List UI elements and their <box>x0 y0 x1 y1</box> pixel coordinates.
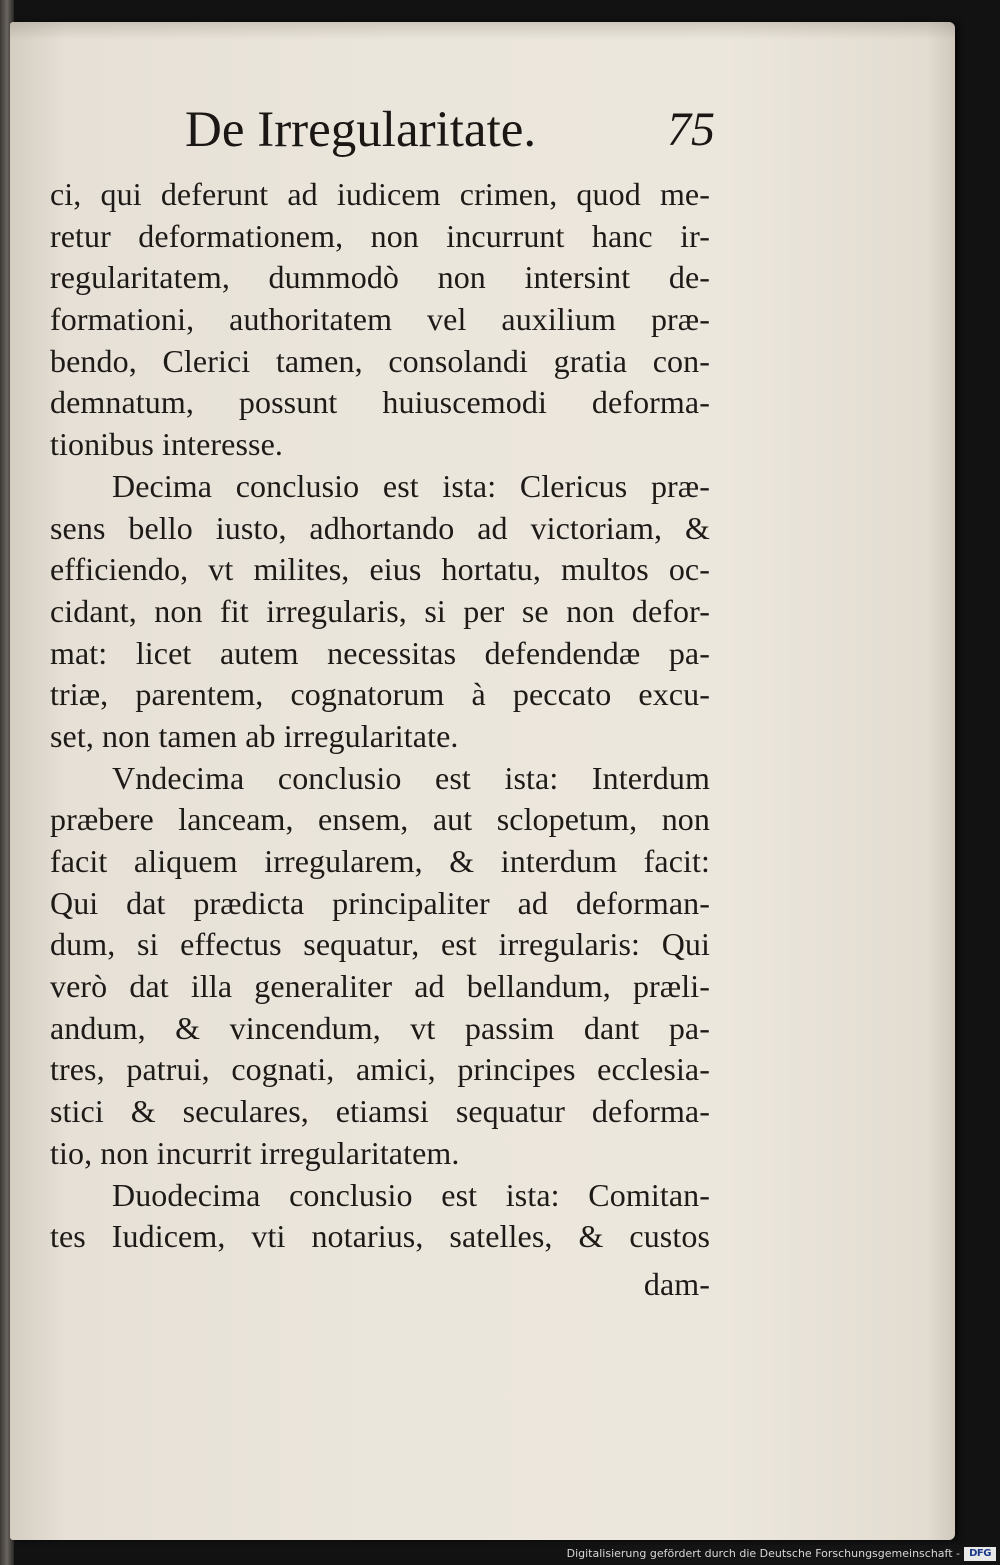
text-line: regularitatem, dummodò non intersint de- <box>50 259 710 296</box>
running-head-title: De Irregularitate. <box>185 102 537 158</box>
text-line: sens bello iusto, adhortando ad victoriam, & <box>50 509 710 546</box>
text-line: demnatum, possunt huiuscemodi deforma- <box>50 384 710 421</box>
text-line: verò dat illa generaliter ad bellandum, præli- <box>50 968 710 1005</box>
text-line: andum, & vincendum, vt passim dant pa- <box>50 1009 710 1046</box>
text-line: triæ, parentem, cognatorum à peccato excu- <box>50 676 710 713</box>
text-line: stici & seculares, etiamsi sequatur deforma- <box>50 1093 710 1130</box>
text-line: set, non tamen ab irregularitate. <box>50 717 459 754</box>
text-line: formationi, authoritatem vel auxilium præ- <box>50 301 710 338</box>
text-line: retur deformationem, non incurrunt hanc ir- <box>50 217 710 254</box>
funding-credit: Digitalisierung gefördert durch die Deutsche Forschungsgemeinschaft - <box>566 1547 960 1560</box>
page-number: 75 <box>667 103 715 156</box>
text-line: tes Iudicem, vti notarius, satelles, & custos <box>50 1218 710 1255</box>
text-line: Qui dat prædicta principaliter ad deforman- <box>50 884 710 921</box>
running-header <box>185 98 715 168</box>
text-line: bendo, Clerici tamen, consolandi gratia con- <box>50 342 710 379</box>
text-line: præbere lanceam, ensem, aut sclopetum, non <box>50 801 710 838</box>
paragraph-start-line: Duodecima conclusio est ista: Comitan- <box>112 1176 710 1213</box>
catchword: dam- <box>643 1265 710 1302</box>
text-line: dum, si effectus sequatur, est irregularis: Qui <box>50 926 710 963</box>
paragraph-start-line: Vndecima conclusio est ista: Interdum <box>112 759 710 796</box>
text-line: tionibus interesse. <box>50 426 283 463</box>
paragraph-start-line: Decima conclusio est ista: Clericus præ- <box>112 467 710 504</box>
text-line: mat: licet autem necessitas defendendæ pa- <box>50 634 710 671</box>
text-line: tres, patrui, cognati, amici, principes ecclesia- <box>50 1051 710 1088</box>
text-line: tio, non incurrit irregularitatem. <box>50 1134 460 1171</box>
text-line: ci, qui deferunt ad iudicem crimen, quod me- <box>50 176 710 212</box>
page-top-shadow <box>10 22 955 40</box>
text-line: efficiendo, vt milites, eius hortatu, multos oc- <box>50 551 710 588</box>
text-line: facit aliquem irregularem, & interdum facit: <box>50 843 710 879</box>
text-line: cidant, non fit irregularis, si per se non defor- <box>50 592 710 629</box>
digitization-footer <box>566 1545 1000 1563</box>
dfg-logo-icon: DFG <box>964 1547 996 1561</box>
body-text <box>50 174 710 1306</box>
